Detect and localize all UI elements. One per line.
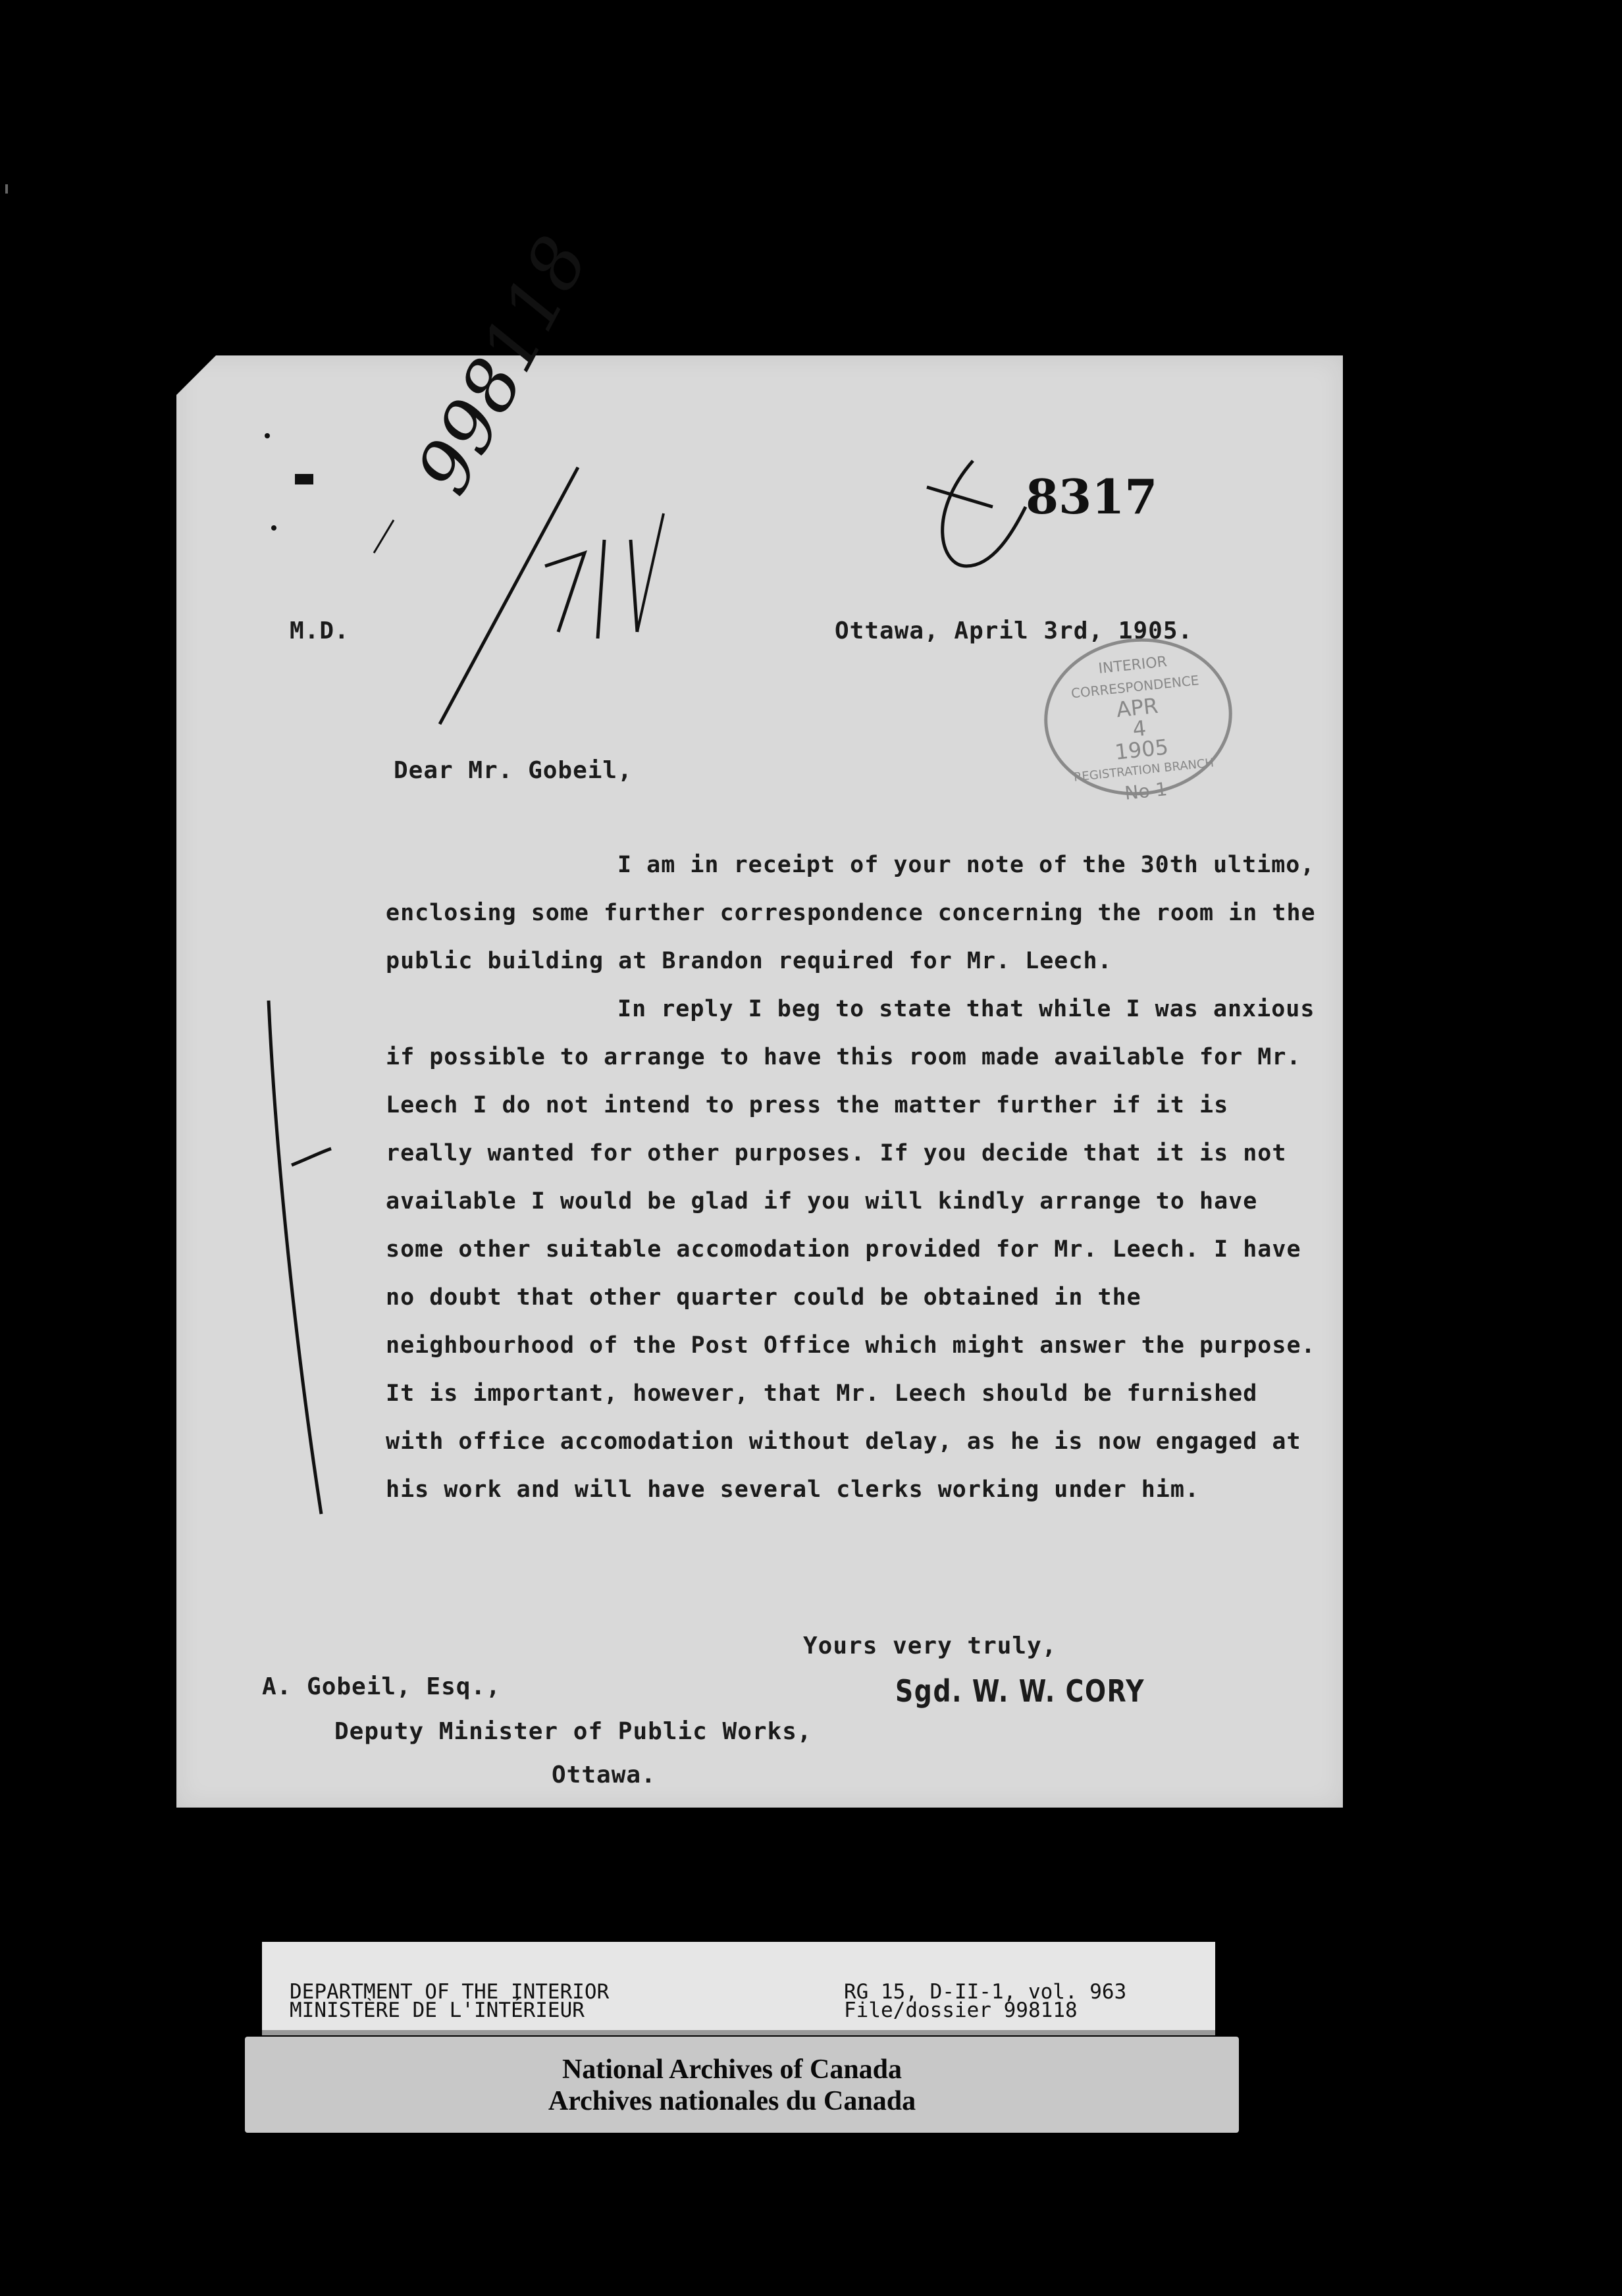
- addressee-name: A. Gobeil, Esq.,: [262, 1673, 501, 1700]
- paragraph: In reply I beg to state that while I was anxious if possible to arrange to have this room made available for Mr. Leech I do not intend to press the matter further if it is really wanted for other purposes. If you decide that it is not available I would be glad if you will kindly arrange to have some other suitable accomodation provided for Mr. Leech. I have no doubt that other quarter could be obtained in the neighbourhood of the Post Office which might answer the purpose. It is important, however, that Mr. Leech should be furnished with office accomodation without delay, as he is now engaged at his work and will have several clerks working under him.: [386, 996, 1316, 1503]
- hand-file-number: 998118: [400, 223, 605, 508]
- file-dossier: File/dossier 998118: [844, 1998, 1078, 2022]
- strike-line: [440, 467, 578, 724]
- salutation: Dear Mr. Gobeil,: [394, 757, 633, 784]
- paragraph: I am in receipt of your note of the 30th ultimo, enclosing some further correspondence concerning the room in the public building at Brandon required for Mr. Leech.: [386, 852, 1316, 974]
- addressee-title: Deputy Minister of Public Works,: [334, 1718, 812, 1745]
- ink-dot: [265, 433, 270, 438]
- dept-en: DEPARTMENT OF THE INTERIOR: [290, 1980, 610, 2004]
- stamp-day: 4: [1131, 715, 1147, 742]
- margin-bracket: [269, 1001, 331, 1514]
- signature: Sgd. W. W. CORY: [895, 1673, 1145, 1709]
- stamp-year: 1905: [1113, 734, 1170, 765]
- closing: Yours very truly,: [803, 1632, 1057, 1659]
- stamp-month: APR: [1115, 692, 1160, 723]
- checkmark-icon: [927, 461, 1026, 566]
- stamp-line3: REGISTRATION BRANCH: [1073, 756, 1215, 785]
- archives-en: National Archives of Canada: [562, 2054, 903, 2085]
- dept-fr: MINISTÈRE DE L'INTÉRIEUR: [290, 1998, 585, 2022]
- stamp-line1: INTERIOR: [1097, 654, 1168, 677]
- letter-page: [176, 223, 1343, 1808]
- addressee-city: Ottawa.: [552, 1761, 656, 1788]
- initials: M.D.: [290, 617, 350, 644]
- ink-dot: [271, 525, 276, 531]
- stamp-line2: CORRESPONDENCE: [1070, 672, 1200, 702]
- letter-body: [386, 841, 1327, 1514]
- letter-date: Ottawa, April 3rd, 1905.: [835, 617, 1193, 644]
- scan-artifact: [5, 184, 8, 194]
- reference-number: 8317: [1026, 469, 1158, 525]
- hand-slash: [637, 513, 664, 632]
- hand-note-74: [545, 540, 637, 639]
- file-reference: [844, 1980, 1127, 2022]
- archive-reference-label: [262, 1942, 1215, 2035]
- label-divider: [262, 2030, 1215, 2035]
- hand-mark: [374, 520, 394, 553]
- archives-fr: Archives nationales du Canada: [548, 2086, 916, 2116]
- department-names: [290, 1980, 610, 2022]
- record-group: RG 15, D-II-1, vol. 963: [844, 1980, 1127, 2004]
- archives-name-label: [245, 2037, 1239, 2133]
- stamp-line4: No 1: [1123, 778, 1168, 804]
- ink-blot: [295, 474, 313, 484]
- archives-names: [508, 2054, 956, 2117]
